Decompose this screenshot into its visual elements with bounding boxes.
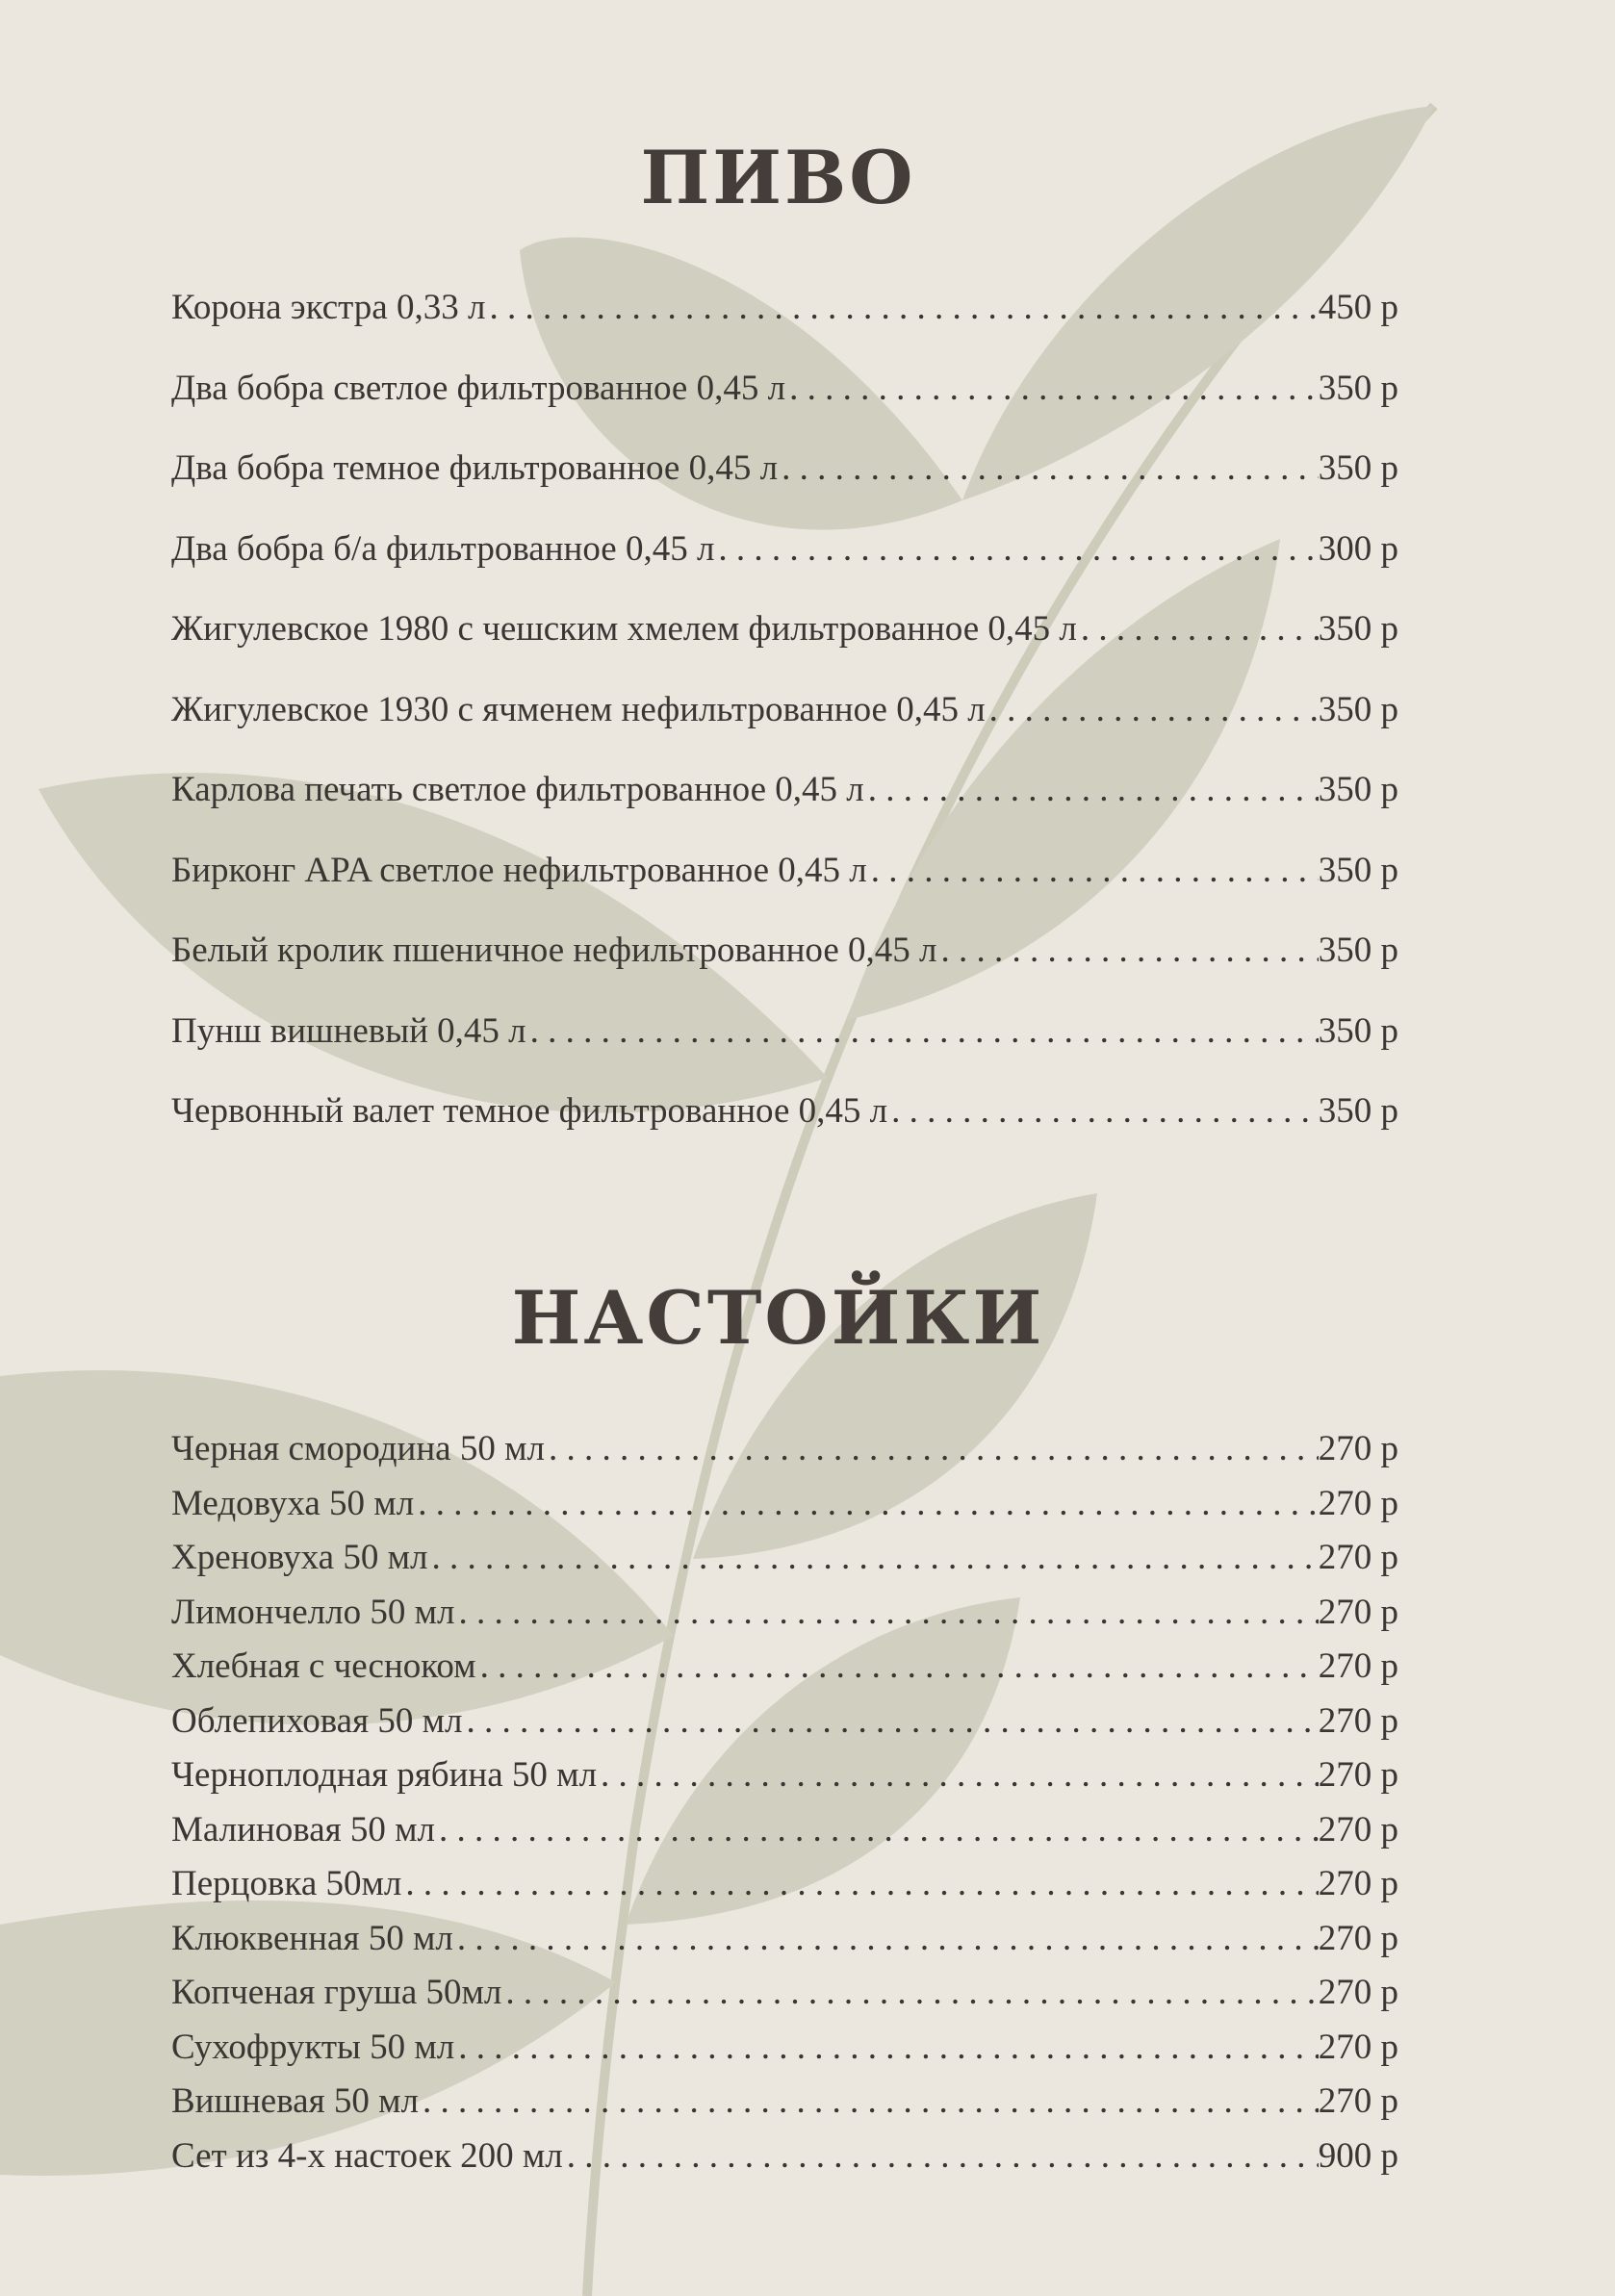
list-item bbox=[171, 1803, 1398, 1858]
item-price: 270 р bbox=[1318, 1483, 1398, 1523]
dot-leader bbox=[427, 1531, 1318, 1586]
item-price: 270 р bbox=[1318, 1538, 1398, 1577]
dot-leader bbox=[785, 348, 1319, 429]
item-name: Карлова печать светлое фильтрованное 0,45 л bbox=[171, 770, 864, 809]
item-name: Медовуха 50 мл bbox=[171, 1483, 415, 1523]
dot-leader bbox=[714, 509, 1318, 590]
item-price: 350 р bbox=[1318, 368, 1398, 408]
list-item bbox=[171, 991, 1398, 1072]
list-item bbox=[171, 670, 1398, 751]
item-price: 350 р bbox=[1318, 1010, 1398, 1051]
dot-leader bbox=[1077, 589, 1319, 670]
item-name: Вишневая 50 мл bbox=[171, 2081, 419, 2121]
list-item bbox=[171, 428, 1398, 509]
list-item bbox=[171, 2130, 1398, 2184]
section-title-tinctures: НАСТОЙКИ bbox=[511, 1275, 1045, 1361]
item-name: Черноплодная рябина 50 мл bbox=[171, 1755, 598, 1795]
dot-leader bbox=[986, 670, 1319, 751]
list-item bbox=[171, 1531, 1398, 1586]
dot-leader bbox=[454, 2021, 1319, 2076]
dot-leader bbox=[476, 1640, 1319, 1695]
item-name: Хлебная с чесноком bbox=[171, 1646, 476, 1686]
item-price: 270 р bbox=[1318, 1592, 1398, 1632]
list-item bbox=[171, 1695, 1398, 1749]
item-name: Копченая груша 50мл bbox=[171, 1973, 502, 2012]
list-item bbox=[171, 509, 1398, 590]
item-name: Жигулевское 1980 с чешским хмелем фильтрованное 0,45 л bbox=[171, 609, 1077, 649]
item-price: 350 р bbox=[1318, 609, 1398, 649]
list-item bbox=[171, 1586, 1398, 1641]
item-price: 270 р bbox=[1318, 1700, 1398, 1741]
item-price: 270 р bbox=[1318, 1809, 1398, 1850]
item-name: Лимончелло 50 мл bbox=[171, 1592, 455, 1632]
list-item bbox=[171, 1748, 1398, 1803]
list-item bbox=[171, 910, 1398, 991]
item-price: 350 р bbox=[1318, 1091, 1398, 1131]
item-price: 350 р bbox=[1318, 850, 1398, 890]
item-price: 350 р bbox=[1318, 931, 1398, 970]
dot-leader bbox=[867, 830, 1319, 911]
item-name: Черная смородина 50 мл bbox=[171, 1429, 545, 1468]
item-name: Хреновуха 50 мл bbox=[171, 1538, 428, 1577]
item-name: Бирконг APA светлое нефильтрованное 0,45 л bbox=[171, 850, 867, 890]
list-item bbox=[171, 830, 1398, 911]
item-price: 350 р bbox=[1318, 448, 1398, 488]
item-name: Корона экстра 0,33 л bbox=[171, 288, 486, 327]
list-item bbox=[171, 589, 1398, 670]
dot-leader bbox=[597, 1748, 1319, 1803]
dot-leader bbox=[563, 2130, 1319, 2184]
list-item bbox=[171, 1857, 1398, 1912]
list-item bbox=[171, 1071, 1398, 1152]
item-name: Белый кролик пшеничное нефильтрованное 0,45 л bbox=[171, 931, 937, 970]
item-name: Облепиховая 50 мл bbox=[171, 1700, 463, 1741]
item-name: Пунш вишневый 0,45 л bbox=[171, 1010, 526, 1051]
list-item bbox=[171, 1966, 1398, 2021]
list-item bbox=[171, 1422, 1398, 1477]
item-price: 900 р bbox=[1318, 2135, 1398, 2176]
list-item bbox=[171, 2021, 1398, 2076]
dot-leader bbox=[454, 1586, 1318, 1641]
item-name: Малиновая 50 мл bbox=[171, 1809, 436, 1850]
item-price: 350 р bbox=[1318, 770, 1398, 809]
item-price: 450 р bbox=[1318, 288, 1398, 327]
item-price: 270 р bbox=[1318, 2081, 1398, 2121]
dot-leader bbox=[453, 1912, 1319, 1967]
item-name: Два бобра светлое фильтрованное 0,45 л bbox=[171, 368, 786, 408]
dot-leader bbox=[414, 1477, 1319, 1532]
list-item bbox=[171, 268, 1398, 348]
tinctures-list bbox=[171, 1422, 1398, 2183]
item-price: 270 р bbox=[1318, 1429, 1398, 1468]
section-title-beer: ПИВО bbox=[640, 135, 916, 220]
item-name: Сет из 4-х настоек 200 мл bbox=[171, 2135, 563, 2176]
dot-leader bbox=[435, 1803, 1319, 1858]
dot-leader bbox=[463, 1695, 1319, 1749]
list-item bbox=[171, 1477, 1398, 1532]
item-name: Клюквенная 50 мл bbox=[171, 1918, 453, 1958]
dot-leader bbox=[485, 268, 1318, 348]
dot-leader bbox=[936, 910, 1318, 991]
list-item bbox=[171, 750, 1398, 830]
dot-leader bbox=[778, 428, 1319, 509]
item-name: Два бобра б/а фильтрованное 0,45 л bbox=[171, 528, 715, 569]
item-name: Червонный валет темное фильтрованное 0,45 л bbox=[171, 1091, 888, 1131]
item-price: 270 р bbox=[1318, 1973, 1398, 2012]
list-item bbox=[171, 1640, 1398, 1695]
dot-leader bbox=[419, 2075, 1319, 2130]
beer-list bbox=[171, 268, 1398, 1152]
dot-leader bbox=[887, 1071, 1319, 1152]
dot-leader bbox=[501, 1966, 1318, 2021]
item-name: Два бобра темное фильтрованное 0,45 л bbox=[171, 448, 779, 488]
dot-leader bbox=[545, 1422, 1319, 1477]
item-price: 300 р bbox=[1318, 528, 1398, 569]
item-price: 270 р bbox=[1318, 2027, 1398, 2067]
list-item bbox=[171, 2075, 1398, 2130]
dot-leader bbox=[526, 991, 1319, 1072]
list-item bbox=[171, 1912, 1398, 1967]
item-price: 270 р bbox=[1318, 1646, 1398, 1686]
item-name: Жигулевское 1930 с ячменем нефильтрованное 0,45 л bbox=[171, 689, 986, 729]
item-price: 270 р bbox=[1318, 1918, 1398, 1958]
item-name: Сухофрукты 50 мл bbox=[171, 2027, 455, 2067]
list-item bbox=[171, 348, 1398, 429]
dot-leader bbox=[864, 750, 1319, 830]
item-price: 270 р bbox=[1318, 1864, 1398, 1903]
item-name: Перцовка 50мл bbox=[171, 1864, 402, 1903]
item-price: 350 р bbox=[1318, 689, 1398, 729]
item-price: 270 р bbox=[1318, 1755, 1398, 1795]
dot-leader bbox=[401, 1857, 1318, 1912]
